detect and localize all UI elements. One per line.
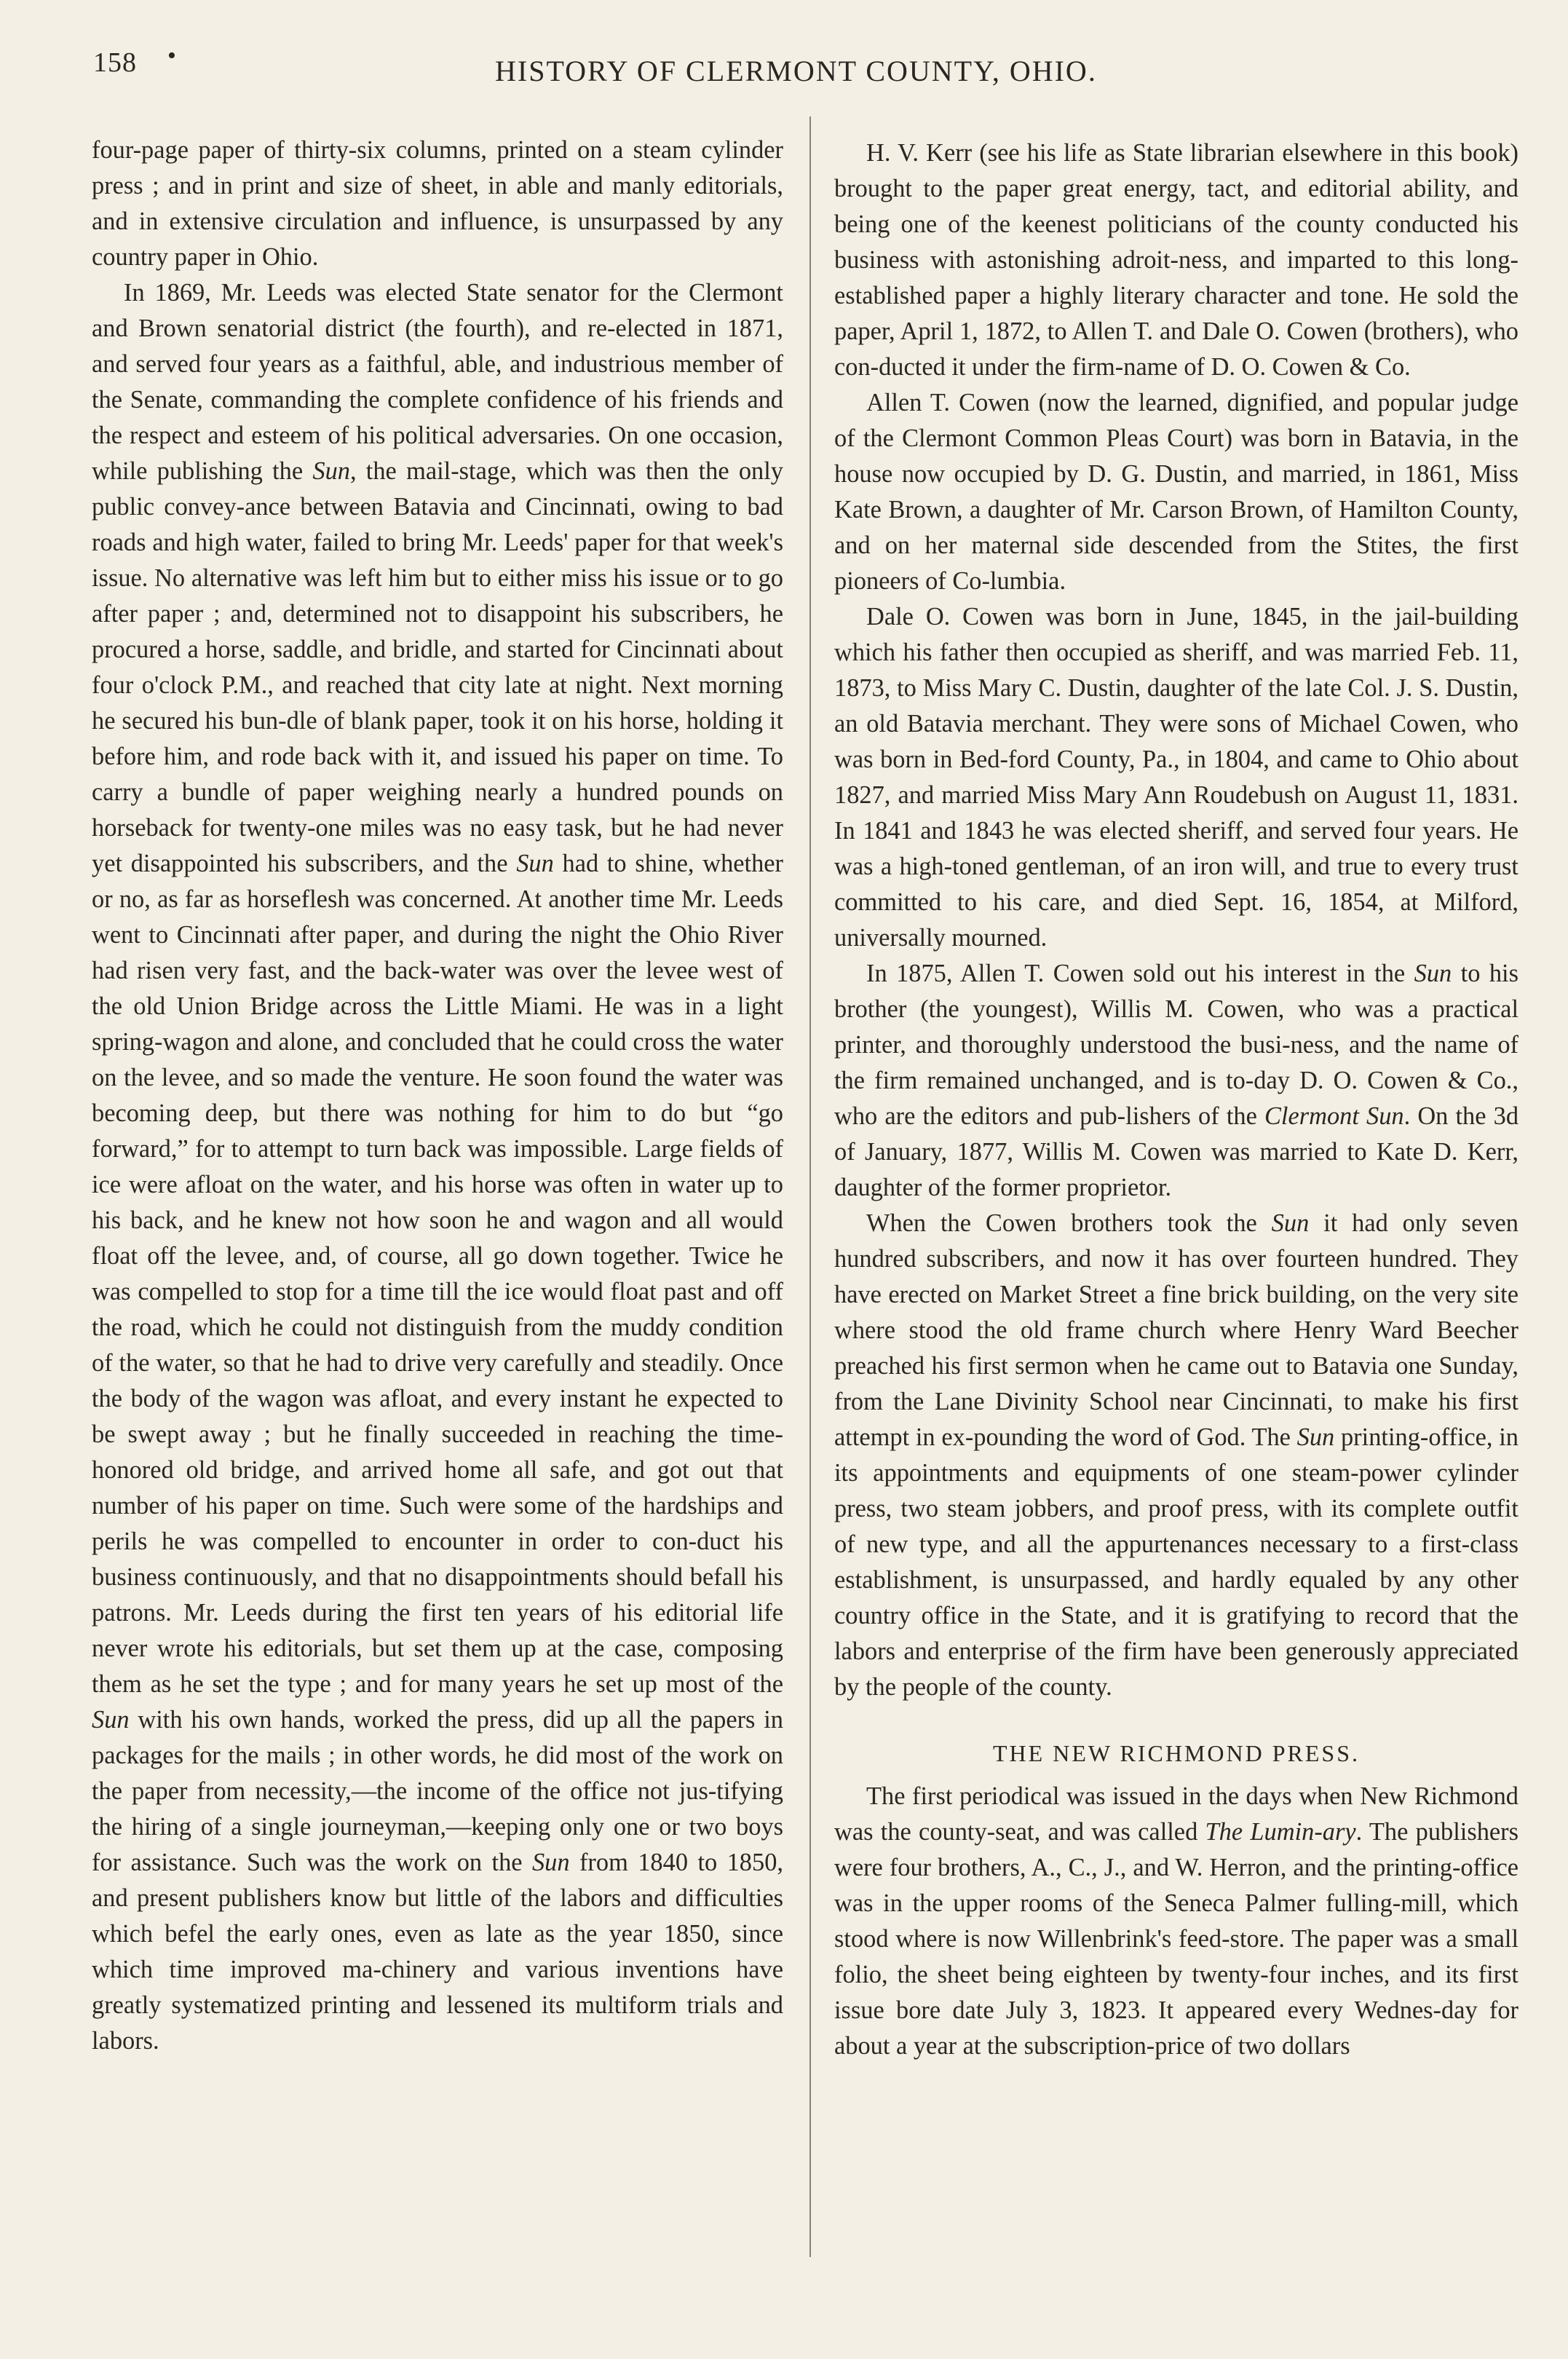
right-column [834,135,1518,2064]
paragraph [92,275,783,2059]
text-run: . On the 3d of January, 1877, Willis M. Cowen was married to Kate D. Kerr, daughter of the former proprietor. [834,1102,1519,1201]
paragraph [834,956,1518,1206]
paragraph: H. V. Kerr (see his life as State librarian elsewhere in this book) brought to the paper great energy, tact, and editorial ability, and being one of the keenest politicians of the county conducted his business with astonishing adroit-ness, and imparted to this long-established paper a highly literary character and tone. He sold the paper, April 1, 1872, to Allen T. and Dale O. Cowen (brothers), who con-ducted it under the firm-name of D. O. Cowen & Co. [834,139,1518,381]
newspaper-title: Sun [516,850,554,877]
newspaper-title: Sun [1271,1209,1310,1237]
running-head: HISTORY OF CLERMONT COUNTY, OHIO. [495,55,1097,87]
newspaper-title: Sun [312,457,350,485]
newspaper-title: The Lumin-ary [1205,1818,1356,1846]
section-heading: THE NEW RICHMOND PRESS. [993,1740,1360,1766]
text-run: from 1840 to 1850, and present publishers know but little of the labors and difficulties which befel the early ones, even as late as the year 1850, since which time improved ma-chinery and various inventions have greatly systematized printing and lessened its multiform trials and labors. [92,1849,783,2055]
newspaper-title: Sun [1414,960,1452,987]
text-run: In 1869, Mr. Leeds was elected State senator for the Clermont and Brown senatorial district (the fourth), and re-elected in 1871, and served four years as a faithful, able, and industrious member of the Senate, commanding the complete confidence of his friends and the respect and esteem of his political adversaries. On one occasion, while publishing the [92,279,783,485]
text-run: When the Cowen brothers took the [866,1209,1272,1237]
paragraph [834,1206,1518,1705]
paragraph [834,1779,1518,2064]
text-run: had to shine, whether or no, as far as horseflesh was concerned. At another time Mr. Leeds went to Cincinnati after paper, and during the night the Ohio River had risen very fast, and the back-water was over the levee west of the old Union Bridge across the Little Miami. He was in a light spring-wagon and alone, and concluded that he could cross the water on the levee, and so made the venture. He soon found the water was becoming deep, but there was nothing for him to do but “go forward,” for to attempt to turn back was impossible. Large fields of ice were afloat on the water, and his horse was often in water up to his back, and he knew not how soon he and wagon and all would float off the levee, and, of course, all go down together. Twice he was compelled to stop for a time till the ice would float past and off the road, which he could not distinguish from the muddy condition of the water, so that he had to drive very carefully and steadily. Once the body of the wagon was afloat, and every instant he expected to be swept away ; but he finally succeeded in reaching the time-honored old bridge, and arrived home all safe, and got out that number of his paper on time. Such were some of the hardships and perils he was compelled to encounter in order to con-duct his business continuously, and that no disappointments should befall his patrons. Mr. Leeds during the first ten years of his editorial life never wrote his editorials, but set them up at the case, composing them as he set the type ; and for many years he set up most of the [92,850,783,1698]
paragraph: Allen T. Cowen (now the learned, dignified, and popular judge of the Clermont Common Pleas Court) was born in Batavia, in the house now occupied by D. G. Dustin, and married, in 1861, Miss Kate Brown, a daughter of Mr. Carson Brown, of Hamilton County, and on her maternal side descended from the Stites, the first pioneers of Co-lumbia. [834,389,1518,595]
left-column [92,133,783,2059]
page-number: 158 [93,47,137,78]
text-run: . The publishers were four brothers, A., C., J., and W. Herron, and the printing-office was in the upper rooms of the Seneca Palmer fulling-mill, which stood where is now Willenbrink's feed-store. The paper was a small folio, the sheet being eighteen by twenty-four inches, and its first issue bore date July 3, 1823. It appeared every Wednes-day for about a year at the subscription-price of two dollars [834,1818,1519,2060]
text-run: printing-office, in its appointments and equipments of one steam-power cylinder press, two steam jobbers, and proof press, with its complete outfit of new type, and all the appurtenances necessary to a first-class establishment, is unsurpassed, and hardly equaled by any other country office in the State, and it is gratifying to record that the labors and enterprise of the firm have been generously appreciated by the people of the county. [834,1423,1518,1701]
text-run: The first periodical was issued in the days when New Richmond was the county-seat, and was called [834,1782,1518,1846]
paragraph: Dale O. Cowen was born in June, 1845, in the jail-building which his father then occupied as sheriff, and was married Feb. 11, 1873, to Miss Mary C. Dustin, daughter of the late Col. J. S. Dustin, an old Batavia merchant. They were sons of Michael Cowen, who was born in Bed-ford County, Pa., in 1804, and came to Ohio about 1827, and married Miss Mary Ann Roudebush on August 11, 1831. In 1841 and 1843 he was elected sheriff, and served four years. He was a high-toned gentleman, of an iron will, and true to every trust committed to his care, and died Sept. 16, 1854, at Milford, universally mourned. [834,603,1518,952]
text-run: with his own hands, worked the press, did up all the papers in packages for the mails ; in other words, he did most of the work on the paper from necessity,—the income of the office not jus-tifying the hiring of a single journeyman,—keeping only one or two boys for assistance. Such was the work on the [92,1706,783,1876]
paragraph: four-page paper of thirty-six columns, printed on a steam cylinder press ; and in print and size of sheet, in able and manly editorials, and in extensive circulation and influence, is unsurpassed by any country paper in Ohio. [92,136,783,271]
text-run: to his brother (the youngest), Willis M. Cowen, who was a practical printer, and thoroughly understood the busi-ness, and the name of the firm remained unchanged, and is to-day D. O. Cowen & Co., who are the editors and pub-lishers of the [834,960,1518,1130]
column-rule [809,116,811,2257]
text-run: In 1875, Allen T. Cowen sold out his interest in the [866,960,1414,987]
page-mark: • [167,42,176,69]
newspaper-title: Sun [531,1849,570,1876]
newspaper-title: Sun [1296,1423,1335,1451]
newspaper-title: Clermont Sun [1264,1102,1404,1130]
text-run: it had only seven hundred subscribers, and now it has over fourteen hundred. They have erected on Market Street a fine brick building, on the very site where stood the old frame church where Henry Ward Beecher preached his first sermon when he came out to Batavia one Sunday, from the Lane Divinity School near Cincinnati, to make his first attempt in ex-pounding the word of God. The [834,1209,1518,1451]
newspaper-title: Sun [92,1706,130,1734]
text-run: , the mail-stage, which was then the only public convey-ance between Batavia and Cincinnati, owing to bad roads and high water, failed to bring Mr. Leeds' paper for that week's issue. No alternative was left him but to either miss his issue or to go after paper ; and, determined not to disappoint his subscribers, he procured a horse, saddle, and bridle, and started for Cincinnati about four o'clock P.M., and reached that city late at night. Next morning he secured his bun-dle of blank paper, took it on his horse, holding it before him, and rode back with it, and issued his paper on time. To carry a bundle of paper weighing nearly a hundred pounds on horseback for twenty-one miles was no easy task, but he had never yet disappointed his subscribers, and the [92,457,784,877]
